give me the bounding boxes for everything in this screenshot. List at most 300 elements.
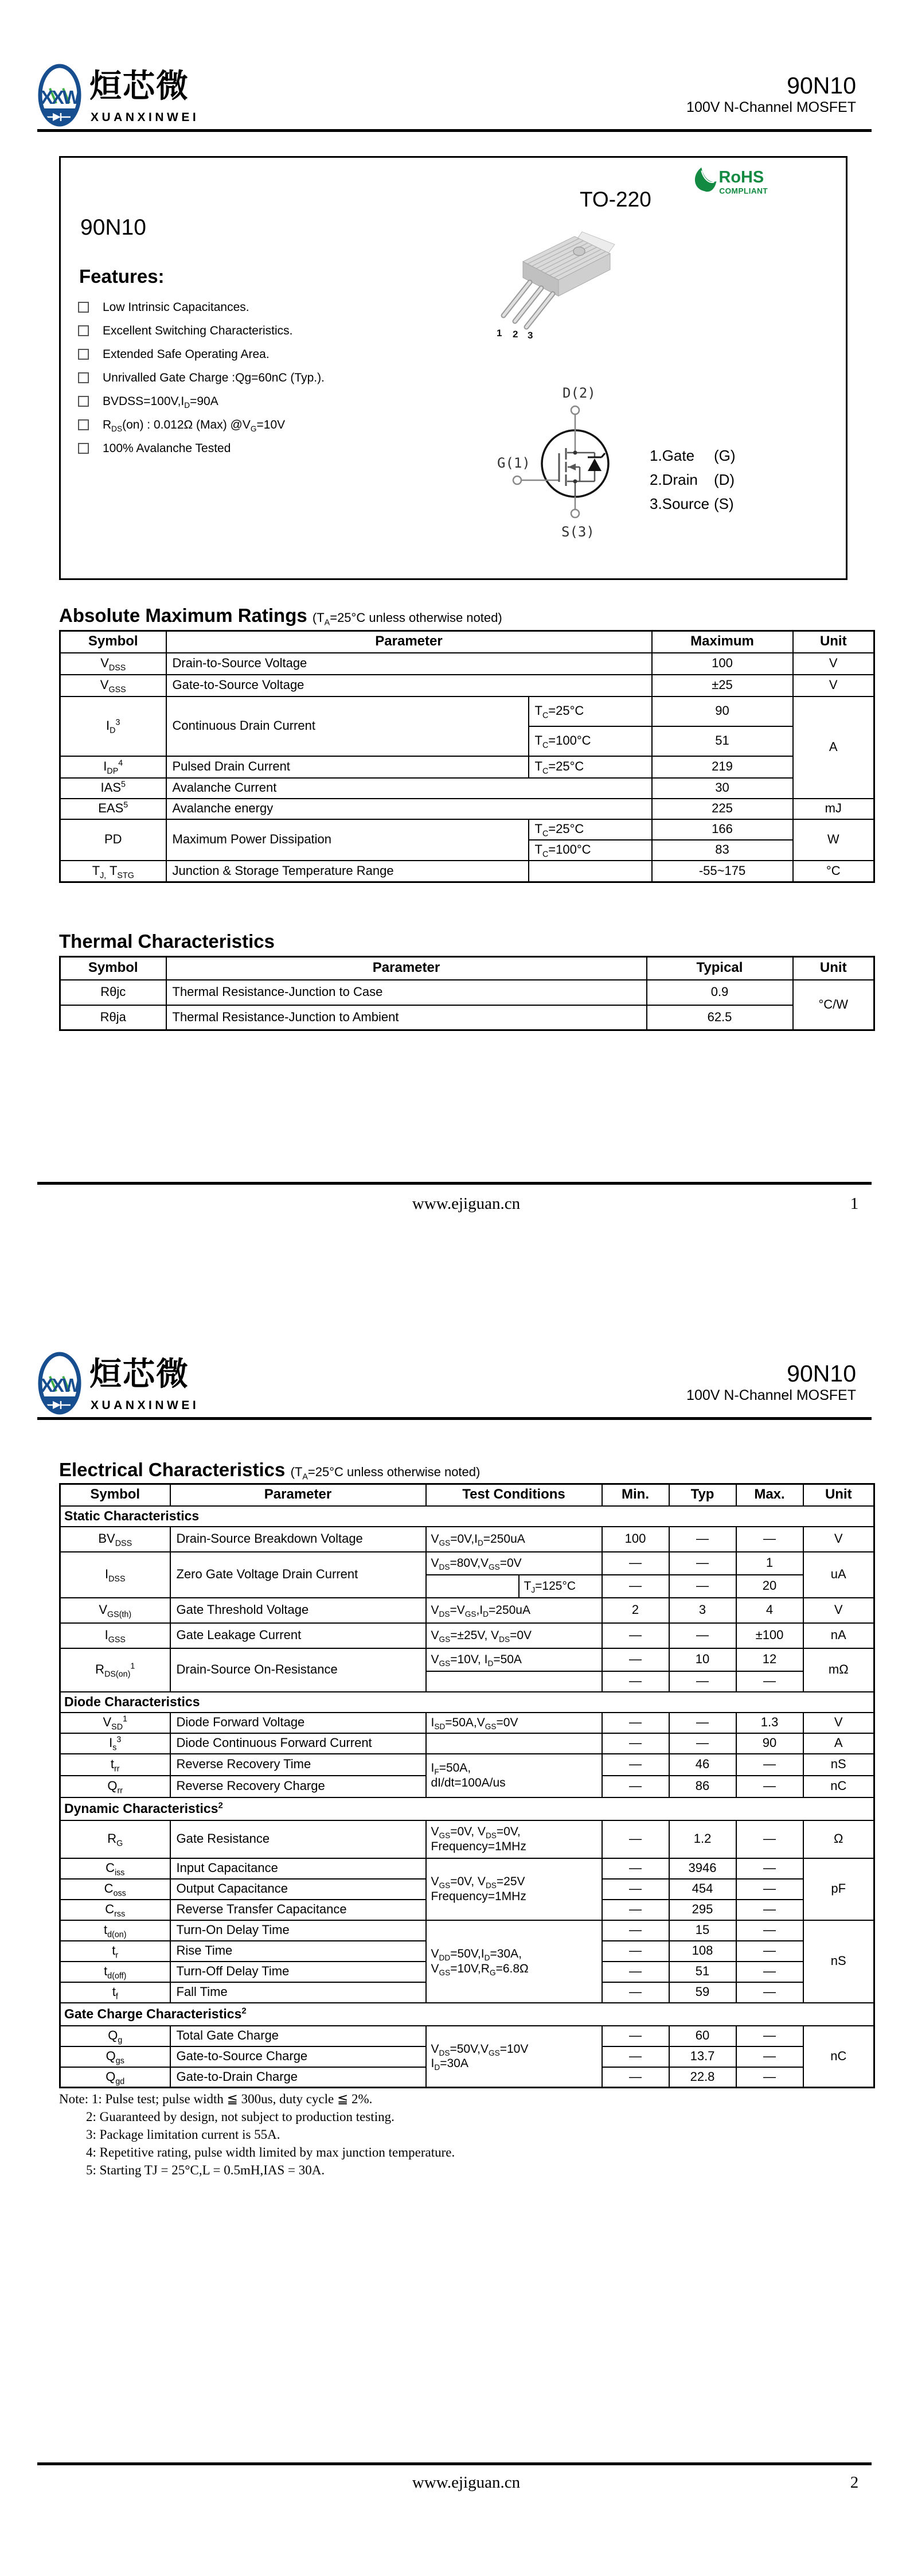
table-row (60, 1598, 874, 1623)
table-cell: — (736, 1754, 803, 1776)
part-description: 100V N-Channel MOSFET (686, 1387, 856, 1404)
table-cell: °C (793, 861, 874, 882)
table-cell: A (803, 1733, 874, 1754)
table-cell: 15 (669, 1920, 736, 1941)
table-cell: Gate Threshold Voltage (170, 1598, 426, 1623)
part-description: 100V N-Channel MOSFET (686, 99, 856, 116)
table-cell: — (736, 1962, 803, 1982)
checkbox-icon (78, 419, 89, 430)
table-row (60, 2003, 874, 2026)
table-cell: EAS$^5$ (60, 799, 166, 819)
table-cell: — (669, 1623, 736, 1648)
absolute-maximum-ratings-table (59, 630, 875, 883)
table-cell: $T_C=25^\circ C$ (529, 819, 652, 840)
table-cell: Unit (793, 957, 874, 980)
table-row (60, 1858, 874, 1879)
feature-item (78, 343, 325, 366)
table-cell: Symbol (60, 631, 166, 653)
company-logo-icon (37, 1351, 82, 1415)
footer-rule (37, 1182, 872, 1185)
table-cell: — (602, 1623, 669, 1648)
table-cell: Diode Characteristics (60, 1692, 874, 1713)
table-row (60, 756, 874, 778)
note-line: 3: Package limitation current is 55A. (86, 2127, 280, 2142)
table-cell: 10 (669, 1648, 736, 1671)
table-cell: Drain-Source Breakdown Voltage (170, 1527, 426, 1552)
table-cell: Parameter (166, 631, 652, 653)
table-cell: Static Characteristics (60, 1506, 874, 1527)
table-cell: $V_{GS}=0V$, $V_{DS}=0V$, Frequency=1MHz (426, 1820, 602, 1858)
feature-item (78, 413, 325, 437)
table-cell: Gate Leakage Current (170, 1623, 426, 1648)
feature-text: Low Intrinsic Capacitances. (103, 300, 249, 314)
table-cell: 4 (736, 1598, 803, 1623)
checkbox-icon (78, 396, 89, 407)
table-cell: — (602, 1920, 669, 1941)
table-cell: 20 (736, 1575, 803, 1598)
features-heading: Features: (79, 266, 165, 287)
electrical-characteristics-table (59, 1483, 875, 2088)
table-cell: Min. (602, 1484, 669, 1506)
table-row (60, 1797, 874, 1820)
table-cell: — (602, 1962, 669, 1982)
table-cell: Reverse Recovery Charge (170, 1776, 426, 1797)
table-cell: nC (803, 1776, 874, 1797)
table-cell: $I_s^3$ (60, 1733, 170, 1754)
table-row (60, 1920, 874, 1941)
table-cell: Ω (803, 1820, 874, 1858)
table-cell: Rθjc (60, 980, 166, 1005)
table-cell: — (669, 1527, 736, 1552)
table-row (60, 2026, 874, 2046)
abs-max-title (59, 605, 502, 627)
table-cell: $Q_{gs}$ (60, 2046, 170, 2067)
pin-abbr: (D) (714, 471, 735, 488)
feature-item (78, 319, 325, 343)
table-cell: 295 (669, 1900, 736, 1920)
table-cell: $V_{DS}=V_{GS},I_D=250uA$ (426, 1598, 602, 1623)
table-row (60, 1527, 874, 1552)
table-cell: — (602, 1820, 669, 1858)
table-cell: — (602, 1879, 669, 1900)
features-list (78, 295, 325, 460)
table-cell: 1 (736, 1552, 803, 1575)
thermal-characteristics-table (59, 956, 875, 1031)
table-cell: °C/W (793, 980, 874, 1030)
table-row (60, 1552, 874, 1575)
table-cell: — (602, 1733, 669, 1754)
note-line: 2: Guaranteed by design, not subject to production testing. (86, 2110, 395, 2124)
brand-name-en: XUANXINWEI (91, 1399, 200, 1412)
table-cell: $t_{d(on)}$ (60, 1920, 170, 1941)
table-row (60, 799, 874, 819)
table-cell: 30 (652, 778, 793, 799)
table-cell: Rise Time (170, 1941, 426, 1962)
table-cell: Maximum Power Dissipation (166, 819, 529, 861)
table-cell: 90 (736, 1733, 803, 1754)
rohs-text: RoHS (718, 168, 764, 187)
table-cell: — (602, 2046, 669, 2067)
product-part-number: 90N10 (80, 215, 146, 240)
brand-name-en: XUANXINWEI (91, 111, 200, 124)
table-cell: 60 (669, 2026, 736, 2046)
schematic-gate-label: G(1) (497, 455, 530, 471)
table-row (60, 1005, 874, 1030)
table-row (60, 675, 874, 696)
table-cell (529, 861, 652, 882)
table-cell: Symbol (60, 1484, 170, 1506)
checkbox-icon (78, 325, 89, 336)
table-cell: Input Capacitance (170, 1858, 426, 1879)
table-cell: 22.8 (669, 2067, 736, 2088)
table-row (60, 696, 874, 726)
page-number: 2 (850, 2473, 859, 2492)
table-cell: $V_{GS}=\pm 25V$, $V_{DS}=0V$ (426, 1623, 602, 1648)
table-cell: Gate-to-Source Voltage (166, 675, 652, 696)
table-cell: $V_{GS}=0V,I_D=250uA$ (426, 1527, 602, 1552)
table-row (60, 631, 874, 653)
table-cell: Turn-Off Delay Time (170, 1962, 426, 1982)
table-cell: nS (803, 1754, 874, 1776)
table-cell: — (602, 1858, 669, 1879)
product-overview-box (59, 156, 847, 580)
table-row (60, 861, 874, 882)
table-row (60, 1713, 874, 1733)
feature-text: $BVDSS=100V,I_D=90A$ (103, 394, 218, 410)
feature-text: 100% Avalanche Tested (103, 441, 231, 455)
table-cell: — (602, 1900, 669, 1920)
table-cell: 0.9 (647, 980, 793, 1005)
feature-text: Excellent Switching Characteristics. (103, 324, 293, 337)
abs-max-title-note: ($T_A=25^\circ C$ unless otherwise noted) (312, 610, 502, 628)
company-logo-icon (37, 63, 82, 127)
table-row (60, 957, 874, 980)
table-cell: — (602, 1552, 669, 1575)
note-line: 5: Starting TJ = 25°C,L = 0.5mH,IAS = 30A. (86, 2163, 325, 2177)
table-cell: $I_{DSS}$ (60, 1552, 170, 1598)
table-cell: — (736, 2026, 803, 2046)
table-cell: — (602, 1982, 669, 2003)
pin-legend (650, 443, 736, 516)
table-cell: $R_G$ (60, 1820, 170, 1858)
table-cell: Unit (803, 1484, 874, 1506)
table-cell: 13.7 (669, 2046, 736, 2067)
table-cell: Gate Charge Characteristics$^2$ (60, 2003, 874, 2026)
schematic-drain-label: D(2) (563, 385, 596, 401)
table-cell: Reverse Transfer Capacitance (170, 1900, 426, 1920)
table-cell: Zero Gate Voltage Drain Current (170, 1552, 426, 1598)
table-cell: 3946 (669, 1858, 736, 1879)
table-cell: V (803, 1527, 874, 1552)
table-row (60, 1623, 874, 1648)
table-cell: — (602, 1941, 669, 1962)
feature-item (78, 295, 325, 319)
table-cell: — (736, 2067, 803, 2088)
table-cell: nA (803, 1623, 874, 1648)
table-cell: — (736, 1982, 803, 2003)
table-cell: 1.2 (669, 1820, 736, 1858)
table-cell: — (669, 1575, 736, 1598)
notes-block (59, 2090, 455, 2179)
table-cell: Continuous Drain Current (166, 696, 529, 756)
pin-number-2: 2 (513, 329, 518, 340)
datasheet-page-2 (0, 1288, 910, 2576)
table-cell: Typical (647, 957, 793, 980)
header-part-block (686, 72, 856, 116)
table-cell: Symbol (60, 957, 166, 980)
table-cell: $I_{SD}=50A,V_{GS}=0V$ (426, 1713, 602, 1733)
table-cell: $Q_{rr}$ (60, 1776, 170, 1797)
table-cell (426, 1671, 602, 1692)
table-row (60, 1692, 874, 1713)
table-row (60, 819, 874, 840)
schematic-source-label: S(3) (561, 524, 595, 540)
table-cell: $C_{rss}$ (60, 1900, 170, 1920)
table-row (60, 1484, 874, 1506)
table-cell: 86 (669, 1776, 736, 1797)
table-cell: 90 (652, 696, 793, 726)
checkbox-icon (78, 443, 89, 454)
table-cell: $V_{GS}=0V$, $V_{DS}=25V$ Frequency=1MHz (426, 1858, 602, 1920)
thermal-title-text: Thermal Characteristics (59, 931, 275, 952)
table-cell: 51 (669, 1962, 736, 1982)
table-cell: 100 (652, 653, 793, 675)
table-cell: Reverse Recovery Time (170, 1754, 426, 1776)
table-cell: 454 (669, 1879, 736, 1900)
table-cell: $V_{DS}=50V,V_{GS}=10V$ $I_D=30A$ (426, 2026, 602, 2088)
table-cell: — (602, 1713, 669, 1733)
pin-name: 3.Source (650, 495, 710, 512)
table-cell: Diode Forward Voltage (170, 1713, 426, 1733)
table-cell: Avalanche energy (166, 799, 652, 819)
header-part-block (686, 1360, 856, 1404)
table-cell: $V_{GSS}$ (60, 675, 166, 696)
table-cell: $t_f$ (60, 1982, 170, 2003)
elec-title-note: ($T_A=25^\circ C$ unless otherwise noted) (290, 1465, 481, 1482)
table-row (60, 1820, 874, 1858)
table-cell: Junction & Storage Temperature Range (166, 861, 529, 882)
table-row (60, 980, 874, 1005)
pin-name: 1.Gate (650, 447, 695, 464)
table-cell: IAS$^5$ (60, 778, 166, 799)
table-cell: — (736, 1879, 803, 1900)
table-cell: Parameter (166, 957, 647, 980)
table-cell: $T_C=100^\circ C$ (529, 840, 652, 861)
table-row (60, 1506, 874, 1527)
pin-number-3: 3 (528, 330, 533, 340)
footer-rule (37, 2462, 872, 2465)
table-cell: V (803, 1598, 874, 1623)
table-cell: — (736, 1671, 803, 1692)
table-cell: $I_F=50A$, dI/dt=100A/us (426, 1754, 602, 1797)
pin-abbr: (S) (714, 495, 734, 512)
table-cell: -55~175 (652, 861, 793, 882)
table-cell: — (736, 1920, 803, 1941)
elec-title (59, 1459, 480, 1481)
table-cell: 108 (669, 1941, 736, 1962)
table-cell: pF (803, 1858, 874, 1920)
table-cell: — (602, 1575, 669, 1598)
table-cell: 2 (602, 1598, 669, 1623)
table-cell: — (736, 1900, 803, 1920)
table-row (60, 778, 874, 799)
table-cell: $I_{GSS}$ (60, 1623, 170, 1648)
brand-name-cn: 烜芯微 (89, 68, 189, 104)
table-cell: 83 (652, 840, 793, 861)
table-cell: Output Capacitance (170, 1879, 426, 1900)
table-cell: — (736, 1941, 803, 1962)
table-cell: Turn-On Delay Time (170, 1920, 426, 1941)
table-cell: 12 (736, 1648, 803, 1671)
page-number: 1 (850, 1194, 859, 1213)
table-cell: $V_{DD}=50V,I_D=30A$, $V_{GS}=10V,R_G=6.8\Omega$ (426, 1920, 602, 2003)
table-cell: Parameter (170, 1484, 426, 1506)
table-cell: $C_{iss}$ (60, 1858, 170, 1879)
table-cell: Drain-to-Source Voltage (166, 653, 652, 675)
table-cell: $t_{rr}$ (60, 1754, 170, 1776)
table-cell: — (669, 1671, 736, 1692)
table-cell: $t_{d(off)}$ (60, 1962, 170, 1982)
table-cell: 100 (602, 1527, 669, 1552)
table-cell: $Q_g$ (60, 2026, 170, 2046)
table-cell: — (669, 1733, 736, 1754)
table-cell: Diode Continuous Forward Current (170, 1733, 426, 1754)
table-cell: $V_{DSS}$ (60, 653, 166, 675)
mosfet-symbol-schematic (495, 369, 644, 541)
table-cell: — (736, 1820, 803, 1858)
table-cell: $BV_{DSS}$ (60, 1527, 170, 1552)
table-cell: 3 (669, 1598, 736, 1623)
table-cell: Test Conditions (426, 1484, 602, 1506)
table-cell: — (602, 1754, 669, 1776)
table-cell: Avalanche Current (166, 778, 652, 799)
table-cell: $Q_{gd}$ (60, 2067, 170, 2088)
table-cell: $I_D^3$ (60, 696, 166, 756)
note-line: 4: Repetitive rating, pulse width limited by max junction temperature. (86, 2145, 455, 2159)
table-cell: Typ (669, 1484, 736, 1506)
table-cell: Pulsed Drain Current (166, 756, 529, 778)
table-cell: Max. (736, 1484, 803, 1506)
checkbox-icon (78, 349, 89, 360)
table-cell: Total Gate Charge (170, 2026, 426, 2046)
table-cell: Gate Resistance (170, 1820, 426, 1858)
table-cell: $V_{GS}=10V$, $I_D=50A$ (426, 1648, 602, 1671)
pin-legend-item (650, 443, 736, 468)
table-row (60, 1648, 874, 1671)
table-cell: — (602, 2067, 669, 2088)
rohs-compliant-icon (690, 166, 789, 197)
table-cell: V (803, 1713, 874, 1733)
table-cell: — (602, 1671, 669, 1692)
table-cell: — (736, 1776, 803, 1797)
feature-item (78, 366, 325, 390)
footer-website: www.ejiguan.cn (412, 1194, 521, 1213)
table-cell: $V_{SD}^1$ (60, 1713, 170, 1733)
table-cell: — (602, 1648, 669, 1671)
table-cell: $t_r$ (60, 1941, 170, 1962)
table-cell: mJ (793, 799, 874, 819)
logo-letters: XXW (40, 1375, 79, 1396)
table-cell: nC (803, 2026, 874, 2088)
table-cell: 59 (669, 1982, 736, 2003)
brand-name-cn: 烜芯微 (89, 1356, 189, 1392)
table-cell: — (736, 1858, 803, 1879)
table-cell: V (793, 653, 874, 675)
header-rule (37, 1417, 872, 1420)
table-cell: 1.3 (736, 1713, 803, 1733)
table-cell: $V_{DS}=80V,V_{GS}=0V$ (426, 1552, 602, 1575)
table-cell: 219 (652, 756, 793, 778)
elec-title-text: Electrical Characteristics (59, 1459, 286, 1480)
table-cell: — (669, 1713, 736, 1733)
table-row (60, 1733, 874, 1754)
package-name: TO-220 (580, 188, 651, 211)
checkbox-icon (78, 372, 89, 383)
table-cell: uA (803, 1552, 874, 1598)
table-cell: Maximum (652, 631, 793, 653)
table-cell: 62.5 (647, 1005, 793, 1030)
logo-letters: XXW (40, 87, 79, 108)
table-cell: — (602, 1776, 669, 1797)
table-cell: Gate-to-Source Charge (170, 2046, 426, 2067)
table-cell: $T_C=25^\circ C$ (529, 756, 652, 778)
pin-number-1: 1 (497, 328, 502, 338)
header-rule (37, 129, 872, 132)
table-cell: — (736, 2046, 803, 2067)
table-cell (426, 1733, 602, 1754)
table-cell: 166 (652, 819, 793, 840)
table-cell: Thermal Resistance-Junction to Case (166, 980, 647, 1005)
table-cell: PD (60, 819, 166, 861)
table-cell: $I_{DP}^4$ (60, 756, 166, 778)
feature-text: $R_{DS}(on)$ : 0.012Ω (Max) $@V_G=10V$ (103, 418, 286, 433)
table-cell: 46 (669, 1754, 736, 1776)
table-cell: Rθja (60, 1005, 166, 1030)
table-cell: $T_C=25^\circ C$ (529, 696, 652, 726)
feature-item (78, 437, 325, 460)
pin-abbr: (G) (714, 447, 736, 464)
table-cell: $T_{J,}$ $T_{STG}$ (60, 861, 166, 882)
table-cell: $T_J=125^\circ C$ (519, 1575, 602, 1598)
table-cell: Thermal Resistance-Junction to Ambient (166, 1005, 647, 1030)
table-cell: $C_{oss}$ (60, 1879, 170, 1900)
table-cell: V (793, 675, 874, 696)
pin-legend-item (650, 468, 736, 492)
table-cell: Unit (793, 631, 874, 653)
table-cell: Fall Time (170, 1982, 426, 2003)
thermal-title (59, 931, 275, 952)
table-cell: — (669, 1552, 736, 1575)
table-cell: Dynamic Characteristics$^2$ (60, 1797, 874, 1820)
table-row (60, 1754, 874, 1776)
table-row (60, 653, 874, 675)
table-cell: Gate-to-Drain Charge (170, 2067, 426, 2088)
table-cell: — (736, 1527, 803, 1552)
table-cell: A (793, 696, 874, 799)
footer-website: www.ejiguan.cn (412, 2473, 521, 2492)
table-cell (426, 1575, 519, 1598)
part-number: 90N10 (787, 1360, 856, 1387)
table-cell: W (793, 819, 874, 861)
table-cell: $T_C=100^\circ C$ (529, 726, 652, 756)
checkbox-icon (78, 302, 89, 313)
table-cell: ±25 (652, 675, 793, 696)
table-cell: nS (803, 1920, 874, 2003)
table-cell: $V_{GS(th)}$ (60, 1598, 170, 1623)
table-cell: 51 (652, 726, 793, 756)
table-cell: $R_{DS(on)}^1$ (60, 1648, 170, 1692)
table-cell: Drain-Source On-Resistance (170, 1648, 426, 1692)
